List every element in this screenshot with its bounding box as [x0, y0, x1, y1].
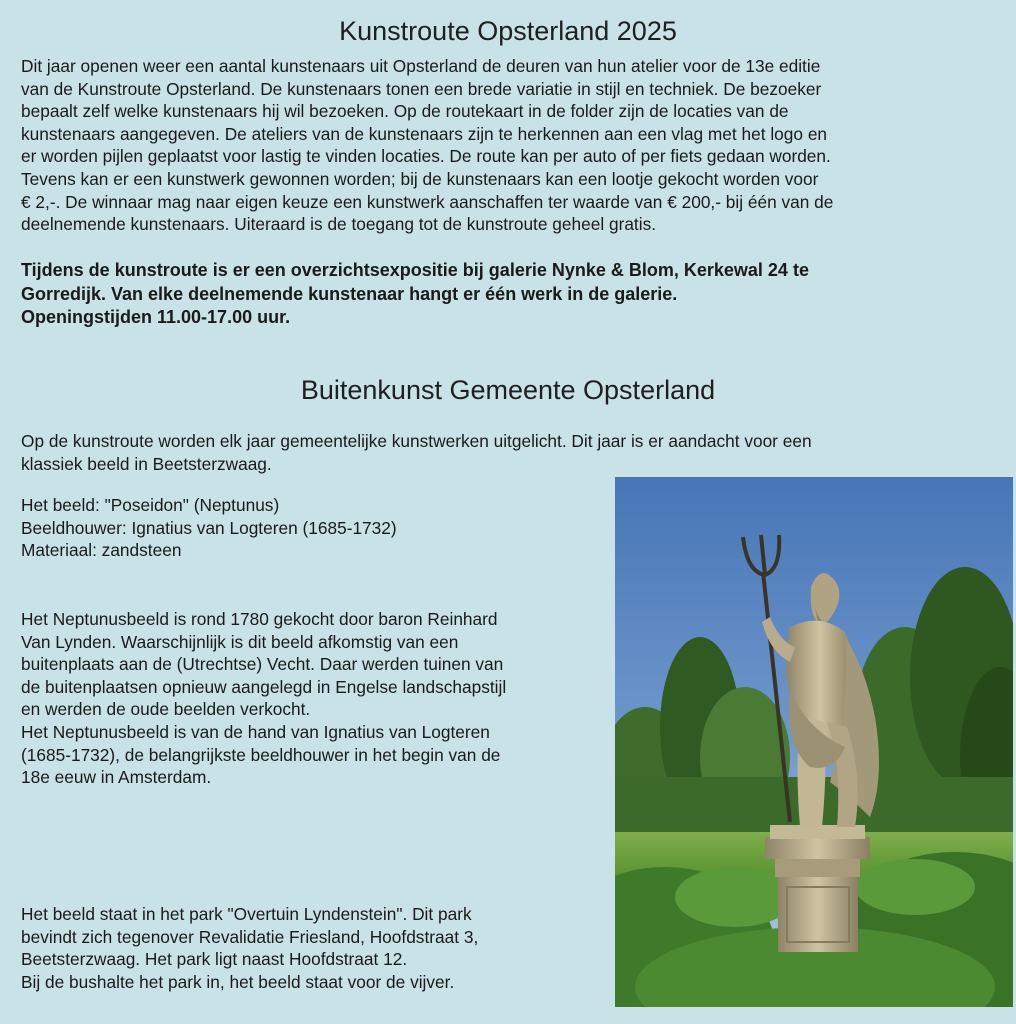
- intro-line: er worden pijlen geplaatst voor lastig te vinden locaties. De route kan per auto of per fiets gedaan worden.: [21, 146, 831, 167]
- intro-line: € 2,-. De winnaar mag naar eigen keuze een kunstwerk aanschaffen ter waarde van € 200,- bij één van de: [21, 191, 834, 212]
- fact-statue: Het beeld: "Poseidon" (Neptunus): [21, 495, 280, 515]
- exhibition-notice: [21, 259, 1011, 330]
- history-line: Van Lynden. Waarschijnlijk is dit beeld afkomstig van een: [21, 631, 459, 652]
- history-paragraph: [21, 608, 601, 789]
- location-line: bevindt zich tegenover Revalidatie Friesland, Hoofdstraat 3,: [21, 926, 479, 947]
- history-line: (1685-1732), de belangrijkste beeldhouwer in het begin van de: [21, 744, 501, 765]
- history-line: buitenplaats aan de (Utrechtse) Vecht. Daar werden tuinen van: [21, 654, 504, 675]
- fact-sculptor: Beeldhouwer: Ignatius van Logteren (1685-1732): [21, 517, 397, 538]
- history-line: en werden de oude beelden verkocht.: [21, 699, 311, 720]
- fact-material: Materiaal: zandsteen: [21, 540, 182, 561]
- section-title: Buitenkunst Gemeente Opsterland: [300, 375, 716, 405]
- notice-line: Gorredijk. Van elke deelnemende kunstenaar hangt er één werk in de galerie.: [21, 283, 678, 304]
- intro-line: deelnemende kunstenaars. Uiteraard is de toegang tot de kunstroute geheel gratis.: [21, 214, 657, 235]
- intro-paragraph: [21, 55, 1006, 236]
- pedestal: [765, 825, 870, 952]
- history-line: Het Neptunusbeeld is rond 1780 gekocht door baron Reinhard: [21, 609, 498, 629]
- notice-line: Openingstijden 11.00-17.00 uur.: [21, 307, 291, 327]
- location-line: Beetsterzwaag. Het park ligt naast Hoofdstraat 12.: [21, 949, 408, 970]
- intro-line: Tevens kan er een kunstwerk gewonnen worden; bij de kunstenaars kan een lootje gekocht worden voor: [21, 168, 819, 189]
- intro-line: kunstenaars aangegeven. De ateliers van de kunstenaars zijn te herkennen aan een vlag met het logo en: [21, 123, 828, 144]
- history-line: 18e eeuw in Amsterdam.: [21, 767, 212, 788]
- history-line: de buitenplaatsen opnieuw aangelegd in Engelse landschapstijl: [21, 676, 507, 697]
- route-intro-line: klassiek beeld in Beetsterzwaag.: [21, 453, 272, 474]
- statue-illustration: [615, 477, 1013, 1007]
- location-line: Bij de bushalte het park in, het beeld staat voor de vijver.: [21, 971, 455, 992]
- intro-line: bepaalt zelf welke kunstenaars hij wil bezoeken. Op de routekaart in de folder zijn de locaties van de: [21, 101, 789, 122]
- route-intro-line: Op de kunstroute worden elk jaar gemeentelijke kunstwerken uitgelicht. Dit jaar is er aandacht voor een: [21, 431, 812, 451]
- statue-facts: [21, 494, 581, 562]
- notice-line: Tijdens de kunstroute is er een overzichtsexpositie bij galerie Nynke & Blom, Kerkewal 24 te: [21, 260, 809, 280]
- intro-line: van de Kunstroute Opsterland. De kunstenaars tonen een brede variatie in stijl en techniek. De bezoeker: [21, 78, 822, 99]
- intro-line: Dit jaar openen weer een aantal kunstenaars uit Opsterland de deuren van hun atelier voor de 13e editie: [21, 56, 821, 76]
- history-line: Het Neptunusbeeld is van de hand van Ignatius van Logteren: [21, 721, 490, 742]
- neptune-statue-photo: [615, 477, 1013, 1007]
- location-paragraph: [21, 903, 601, 993]
- page-title: Kunstroute Opsterland 2025: [339, 16, 677, 46]
- route-intro-paragraph: [21, 430, 991, 475]
- location-line: Het beeld staat in het park "Overtuin Lyndenstein". Dit park: [21, 904, 472, 924]
